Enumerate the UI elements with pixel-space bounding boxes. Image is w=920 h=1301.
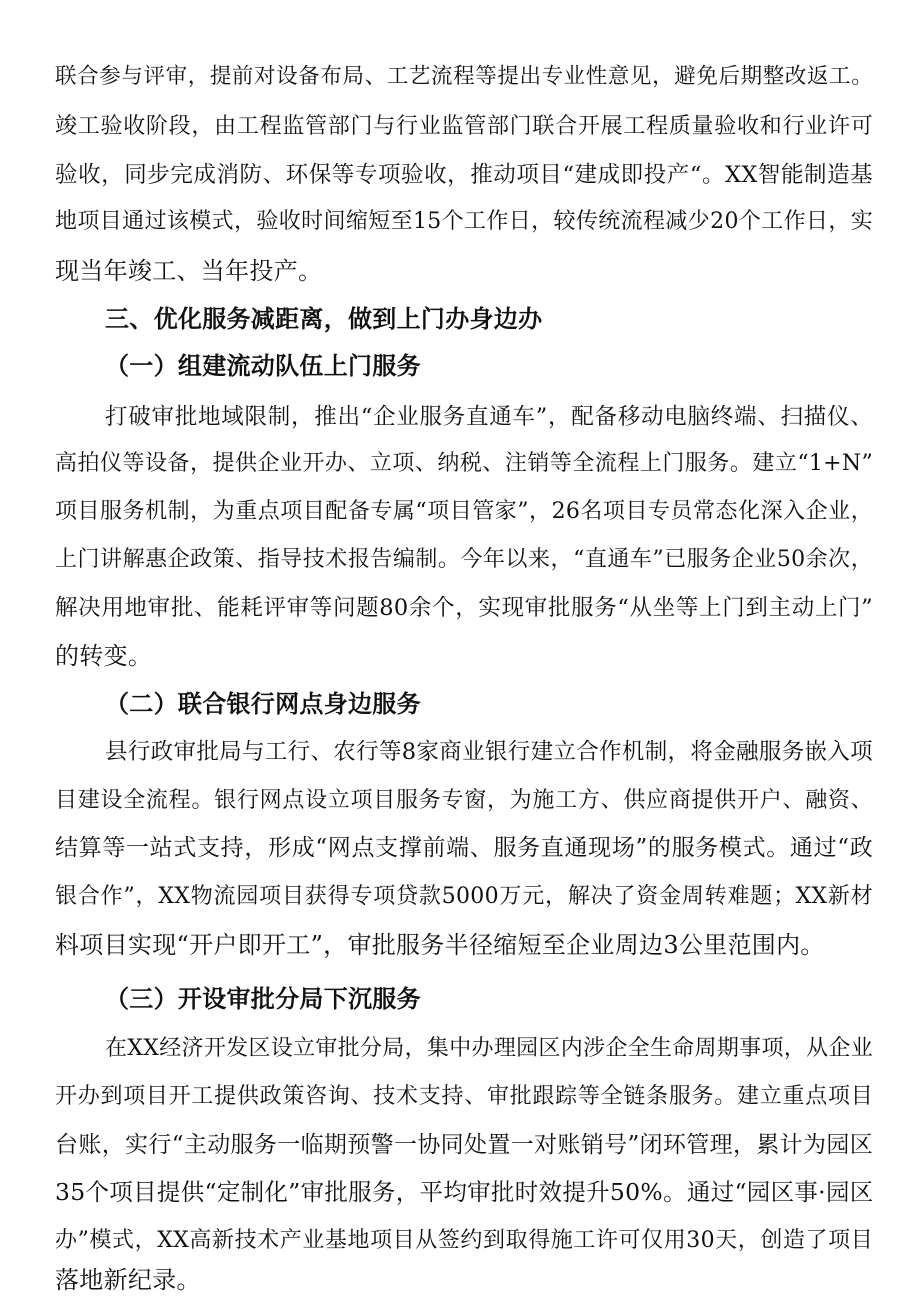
sub1-line-5: 解决用地审批、能耗评审等问题80余个，实现审批服务“从坐等上门到主动上门” (55, 595, 873, 621)
para1-line-5: 现当年竣工、当年投产。 (55, 257, 323, 285)
sub3-line-6: 落地新纪录。 (55, 1266, 201, 1294)
para1-line-1: 联合参与评审，提前对设备布局、工艺流程等提出专业性意见，避免后期整改返工。 (55, 64, 873, 89)
sub3-line-2: 开办到项目开工提供政策咨询、技术支持、审批跟踪等全链条服务。建立重点项目 (55, 1084, 873, 1109)
sub1-line-1: 打破审批地域限制，推出“企业服务直通车”，配备移动电脑终端、扫描仪、 (105, 404, 873, 430)
sub3-line-4: 35个项目提供“定制化”审批服务，平均审批时效提升50%。通过“园区事·园区 (55, 1178, 874, 1206)
sub3-line-5: 办”模式，XX高新技术产业基地项目从签约到取得施工许可仅用30天，创造了项目 (55, 1228, 873, 1253)
sub1-line-2: 高拍仪等设备，提供企业开办、立项、纳税、注销等全流程上门服务。建立“1+N” (55, 451, 873, 476)
para1-line-4: 地项目通过该模式，验收时间缩短至15个工作日，较传统流程减少20个工作日，实 (55, 209, 873, 234)
sub1-line-6: 的转变。 (55, 642, 153, 670)
sub3-line-1: 在XX经济开发区设立审批分局，集中办理园区内涉企全生命周期事项，从企业 (105, 1036, 873, 1061)
para1-line-2: 竣工验收阶段，由工程监管部门与行业监管部门联合开展工程质量验收和行业许可 (55, 114, 873, 139)
section-heading: 三、优化服务减距离，做到上门办身边办 (105, 305, 543, 333)
subsection-1-title: （一）组建流动队伍上门服务 (105, 352, 421, 380)
sub2-line-4: 银合作”，XX物流园项目获得专项贷款5000万元，解决了资金周转难题；XX新材 (55, 884, 873, 909)
sub2-line-1: 县行政审批局与工行、农行等8家商业银行建立合作机制，将金融服务嵌入项 (105, 739, 873, 765)
sub2-line-3: 结算等一站式支持，形成“网点支撑前端、服务直通现场”的服务模式。通过“政 (55, 835, 873, 861)
sub1-line-4: 上门讲解惠企政策、指导技术报告编制。今年以来，“直通车”已服务企业50余次， (55, 547, 873, 572)
sub2-line-5: 料项目实现“开户即开工”，审批服务半径缩短至企业周边3公里范围内。 (55, 931, 825, 959)
subsection-2-title: （二）联合银行网点身边服务 (105, 690, 421, 718)
subsection-3-title: （三）开设审批分局下沉服务 (105, 985, 421, 1013)
sub2-line-2: 目建设全流程。银行网点设立项目服务专窗，为施工方、供应商提供开户、融资、 (55, 788, 873, 813)
para1-line-3: 验收，同步完成消防、环保等专项验收，推动项目“建成即投产“。XX智能制造基 (55, 162, 873, 188)
sub3-line-3: 台账，实行“主动服务一临期预警一协同处置一对账销号”闭环管理，累计为园区 (55, 1132, 873, 1158)
sub1-line-3: 项目服务机制，为重点项目配备专属“项目管家”，26名项目专员常态化深入企业， (55, 499, 873, 524)
